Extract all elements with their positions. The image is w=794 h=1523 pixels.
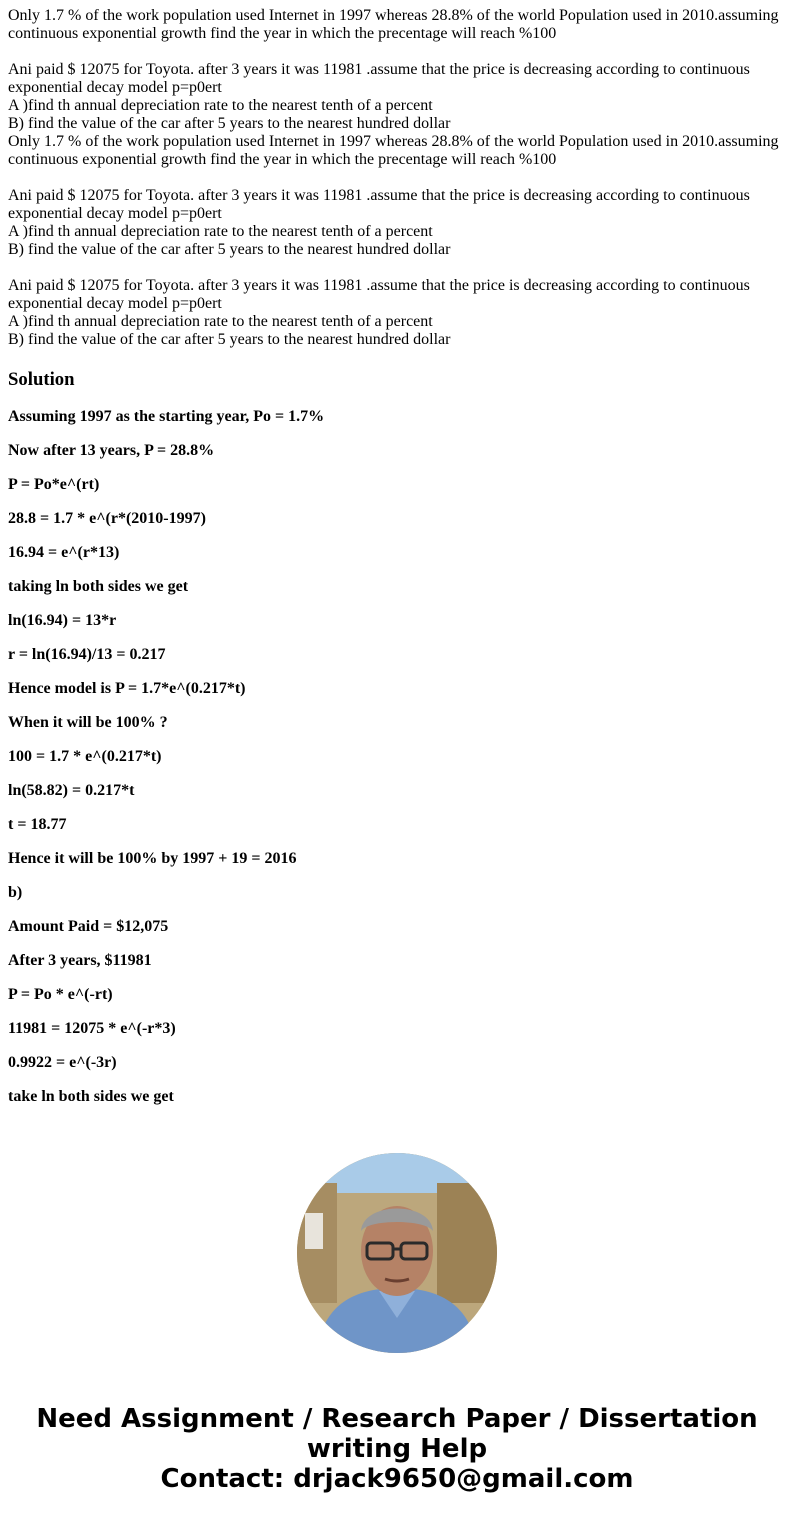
- solution-step: 11981 = 12075 * e^(-r*3): [8, 1020, 176, 1037]
- solution-step: 0.9922 = e^(-3r): [8, 1054, 117, 1071]
- solution-step: When it will be 100% ?: [8, 714, 168, 731]
- solution-step: Hence it will be 100% by 1997 + 19 = 2016: [8, 850, 297, 867]
- solution-step: 28.8 = 1.7 * e^(r*(2010-1997): [8, 510, 206, 527]
- person-photo-icon: [297, 1153, 497, 1353]
- question-paragraph: A )find th annual depreciation rate to the nearest tenth of a percent: [8, 223, 433, 240]
- solution-step: ln(58.82) = 0.217*t: [8, 782, 135, 799]
- paragraph-gap: [8, 169, 788, 187]
- paragraph-gap: [8, 259, 788, 277]
- question-paragraph: B) find the value of the car after 5 years to the nearest hundred dollar: [8, 241, 451, 258]
- promo-contact: Contact: drjack9650@gmail.com: [160, 1464, 634, 1494]
- question-paragraph: Only 1.7 % of the work population used Internet in 1997 whereas 28.8% of the world Population used in 2010.assuming continuous exponential growth find the year in which the precentage will reach %100: [8, 133, 779, 168]
- question-paragraph: A )find th annual depreciation rate to the nearest tenth of a percent: [8, 313, 433, 330]
- solution-step: 16.94 = e^(r*13): [8, 544, 120, 561]
- question-block-2: [8, 133, 788, 349]
- paragraph-gap: [8, 43, 788, 61]
- promo-line-1: Need Assignment / Research Paper / Dissertation: [36, 1404, 758, 1434]
- solution-step: r = ln(16.94)/13 = 0.217: [8, 646, 166, 663]
- question-paragraph: A )find th annual depreciation rate to the nearest tenth of a percent: [8, 97, 433, 114]
- solution-step: P = Po * e^(-rt): [8, 986, 113, 1003]
- solution-step: b): [8, 884, 23, 901]
- author-avatar: [297, 1153, 497, 1353]
- question-paragraph: B) find the value of the car after 5 years to the nearest hundred dollar: [8, 331, 451, 348]
- question-paragraph: Ani paid $ 12075 for Toyota. after 3 years it was 11981 .assume that the price is decreasing according to continuous exponential decay model p=p0ert: [8, 277, 750, 312]
- solution-step: Hence model is P = 1.7*e^(0.217*t): [8, 680, 246, 697]
- question-paragraph: Ani paid $ 12075 for Toyota. after 3 years it was 11981 .assume that the price is decreasing according to continuous exponential decay model p=p0ert: [8, 187, 750, 222]
- solution-heading: Solution: [8, 369, 75, 390]
- question-paragraph: B) find the value of the car after 5 years to the nearest hundred dollar: [8, 115, 451, 132]
- solution-step: Amount Paid = $12,075: [8, 918, 169, 935]
- question-block-1: [8, 7, 788, 133]
- promo-line-2: writing Help: [306, 1434, 488, 1464]
- solution-step: Assuming 1997 as the starting year, Po = 1.7%: [8, 408, 325, 425]
- solution-step: t = 18.77: [8, 816, 67, 833]
- solution-step: Now after 13 years, P = 28.8%: [8, 442, 215, 459]
- question-paragraph: Ani paid $ 12075 for Toyota. after 3 years it was 11981 .assume that the price is decreasing according to continuous exponential decay model p=p0ert: [8, 61, 750, 96]
- solution-step: ln(16.94) = 13*r: [8, 612, 117, 629]
- solution-step: P = Po*e^(rt): [8, 476, 100, 493]
- solution-step: After 3 years, $11981: [8, 952, 152, 969]
- solution-step: 100 = 1.7 * e^(0.217*t): [8, 748, 162, 765]
- question-paragraph: Only 1.7 % of the work population used Internet in 1997 whereas 28.8% of the world Population used in 2010.assuming continuous exponential growth find the year in which the precentage will reach %100: [8, 7, 779, 42]
- promo-banner: [0, 1404, 794, 1494]
- solution-step: take ln both sides we get: [8, 1088, 174, 1105]
- solution-step: taking ln both sides we get: [8, 578, 189, 595]
